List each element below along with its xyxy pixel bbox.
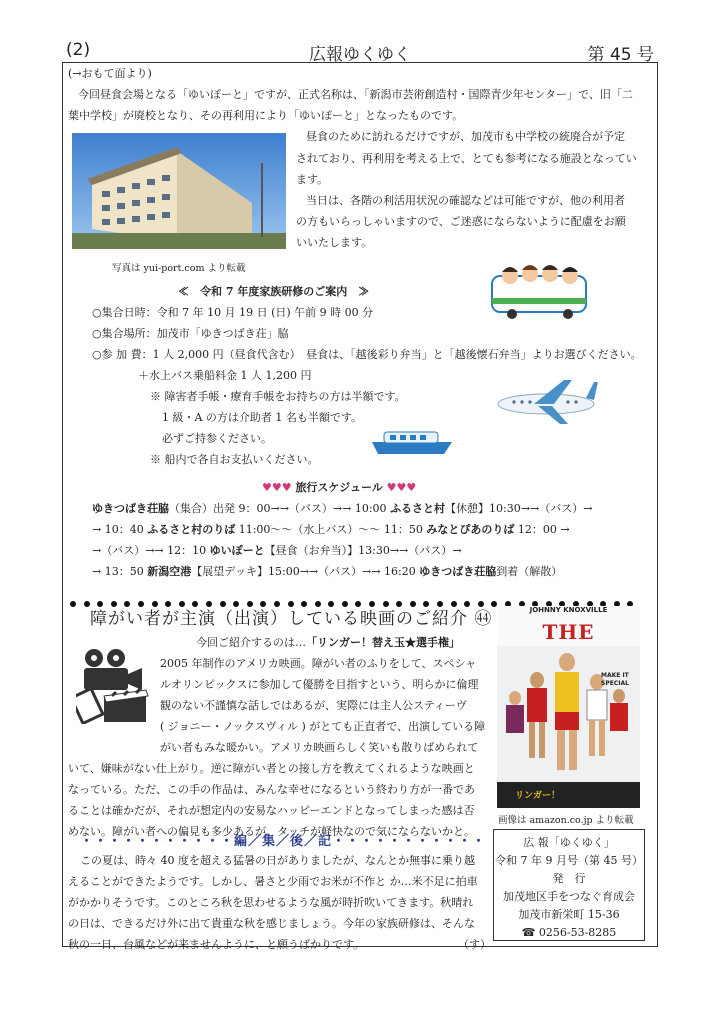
side-line-6: いいたします。: [296, 236, 373, 249]
colophon-date: 令和 7 年 9 月号（第 45 号）: [495, 854, 643, 867]
colophon-publish: 発 行: [552, 872, 586, 885]
editor-note-line-3: がかかりそうです。このところ秋を思わせるような風が時折吹いてきます。秋晴れ: [68, 896, 474, 909]
trip-place: ○集合場所：加茂市「ゆきつばき荘」脇: [92, 327, 289, 340]
page-number: (2): [66, 40, 91, 60]
poster-tagline: MAKE IT SPECIAL: [601, 672, 629, 687]
schedule-text: → 13：50: [92, 565, 148, 578]
hearts-right: ♥♥♥: [386, 481, 417, 494]
building-photo: [72, 133, 286, 249]
side-line-5: の方もいらっしゃいますので、ご迷惑にならないように配慮をお願: [296, 215, 626, 228]
from-front-note: (→おもて面より): [68, 67, 152, 80]
movie-text-1: 2005 年制作のアメリカ映画。障がい者のふりをして、スペシャ: [160, 657, 477, 670]
schedule-text: 【昼食（お弁当）】13:30→→（パス）→: [264, 544, 462, 557]
movie-subtitle-title: 「リンガー！替え玉★選手権」: [306, 636, 460, 649]
trip-date: ○集合日時：令和 7 年 10 月 19 日 (日) 午前 9 時 00 分: [92, 306, 374, 319]
schedule-text: 12：00 →: [514, 523, 570, 536]
airplane-illustration: [494, 374, 600, 426]
side-line-4: 当日は、各階の利活用状況の確認などは可能ですが、他の利用者: [306, 194, 625, 207]
film-projector-icon: [76, 646, 154, 724]
schedule-place: ゆきつばき荘脇: [419, 565, 497, 578]
poster-caption: 画像は amazon.co.jp より転載: [498, 815, 634, 826]
schedule-line-4: [92, 561, 562, 582]
issue-number: 第 45 号: [587, 45, 654, 65]
schedule-text: 【展望デッキ】15:00→→（バス）→→ 16:20: [191, 565, 420, 578]
editor-note-line-2: えることができたようです。しかし、暑さと少雨でお米が不作と か…米不足に拍車: [68, 875, 478, 888]
side-line-2: されており、再利用を考える上で、とても参考になる施設となってい: [296, 152, 637, 165]
trip-note-2: 1 級・A の方は介助者 1 名も半額です。: [162, 411, 363, 424]
poster-actor: JOHNNY KNOXVILLE: [529, 606, 608, 614]
schedule-place: 新潟空港: [147, 565, 192, 578]
boat-illustration: [370, 424, 454, 458]
colophon-box: [493, 829, 645, 941]
newsletter-title: 広報ゆくゆく: [309, 45, 411, 65]
movie-text-5: がい者もみな暖かい。アメリカ映画らしく笑いも散りばめられて: [160, 741, 479, 754]
schedule-place: ふるさと村: [390, 502, 446, 515]
colophon-org: 加茂地区手をつなぐ育成会: [503, 890, 635, 903]
schedule-place: ゆいぽーと: [209, 544, 265, 557]
side-line-3: ます。: [296, 173, 329, 186]
schedule-line-2: [92, 519, 570, 540]
movie-text-6: いて、嫌味がない仕上がり。逆に障がい者との接し方を教えてくれるような映画と: [68, 762, 475, 775]
hearts-left: ♥♥♥: [262, 481, 292, 494]
trip-boat-fee: ＋水上バス乗船料金 1 人 1,200 円: [138, 369, 312, 382]
trip-note-4: ※ 船内で各自お支払いください。: [150, 453, 319, 466]
trip-fee: ○参 加 費：1 人 2,000 円（昼食代含む） 昼食は、「越後彩り弁当」と「越後懐石弁当」よりお選びください。: [92, 348, 642, 361]
colophon-name: 広 報「ゆくゆく」: [523, 836, 615, 849]
trip-note-1: ※ 障害者手帳・療育手帳をお持ちの方は半額です。: [150, 390, 406, 403]
movie-text-3: 観のない不謹慎な話しではあるが、実際には主人公スティーヴ: [160, 699, 467, 712]
movie-section-title: 障がい者が主演（出演）している映画のご紹介 ㊹: [90, 609, 493, 629]
schedule-line-1: [92, 498, 592, 519]
trip-heading: ≪ 令和 7 年度家族研修のご案内 ≫: [178, 285, 370, 298]
movie-text-4: ( ジョニー・ノックスヴィル ) がとても正直者で、出演している障: [160, 720, 486, 733]
editor-note-line-5: 秋の一日、台風などが来ませんように、と願うばかりです。: [68, 938, 365, 951]
editor-note-heading: ・・・・・・・・・・・編／集／後／記・・・・・・・・・・・: [80, 834, 487, 849]
poster-title: THE: [542, 620, 595, 644]
schedule-text: 到着（解散）: [496, 565, 563, 578]
schedule-text: → 10：40: [92, 523, 148, 536]
colophon-address: 加茂市新栄町 15-36: [518, 908, 620, 921]
schedule-place: ゆきつばき荘脇: [92, 502, 169, 515]
section-divider: [70, 592, 650, 600]
movie-text-2: ルオリンピックスに参加して優勝を目指すという、明らかに倫理: [160, 678, 479, 691]
side-line-1: 昼食のために訪れるだけですが、加茂市も中学校の統廃合が予定: [306, 130, 625, 143]
movie-text-9: めない。障がい者への偏見も多少あるが、タッチが軽快なので気にならないかと。: [68, 825, 475, 838]
movie-subtitle-prefix: 今回ご紹介するのは…: [196, 636, 306, 649]
schedule-text: 【休憩】10:30→→（バス）→: [445, 502, 593, 515]
divider-dot: [70, 601, 76, 607]
bus-illustration: [490, 262, 590, 320]
editor-note-line-1: この夏は、時々 40 度を超える猛暑の日がありましたが、なんとか無事に乗り越: [80, 854, 475, 867]
schedule-text: →（バス）→→ 12：10: [92, 544, 210, 557]
photo-caption: 写真は yui-port.com より転載: [112, 263, 246, 274]
schedule-line-3: [92, 540, 462, 561]
schedule-heading: [262, 477, 416, 498]
editor-note-line-4: の日は、できるだけ外に出て貴重な秋を感じましょう。今年の家族研修は、そんな: [68, 917, 475, 930]
schedule-text: 11:00～～（水上バス）～～ 11：50: [235, 523, 427, 536]
schedule-place: みなとぴあのりば: [426, 523, 515, 536]
schedule-title: 旅行スケジュール: [295, 481, 383, 494]
schedule-text: （集合）出発 9：00→→（バス）→→ 10:00: [169, 502, 391, 515]
poster-jp-title: リンガー！: [515, 791, 561, 801]
trip-note-3: 必ずご持参ください。: [162, 432, 272, 445]
movie-subtitle: [196, 632, 460, 653]
movie-text-8: ることは確かだが、それが想定内の安易なハッピーエンドとなってしまった感は否: [68, 804, 475, 817]
movie-poster: [497, 606, 640, 808]
page-header: [62, 40, 658, 65]
divider-dot: [84, 601, 90, 607]
intro-line-2: 葉中学校」が廃校となり、その再利用により「ゆいぽーと」となったものです。: [68, 109, 464, 122]
colophon-phone: ☎ 0256-53-8285: [521, 926, 617, 939]
schedule-place: ふるさと村のりば: [147, 523, 236, 536]
editor-signature: （す）: [458, 938, 491, 951]
movie-text-7: なっている。ただ、この手の作品は、みんな幸せになるという終わり方が一番であ: [68, 783, 475, 796]
intro-line-1: 今回昼食会場となる「ゆいぽーと」ですが、正式名称は、「新潟市芸術創造村・国際青少年センター」で、旧「二: [78, 88, 633, 101]
